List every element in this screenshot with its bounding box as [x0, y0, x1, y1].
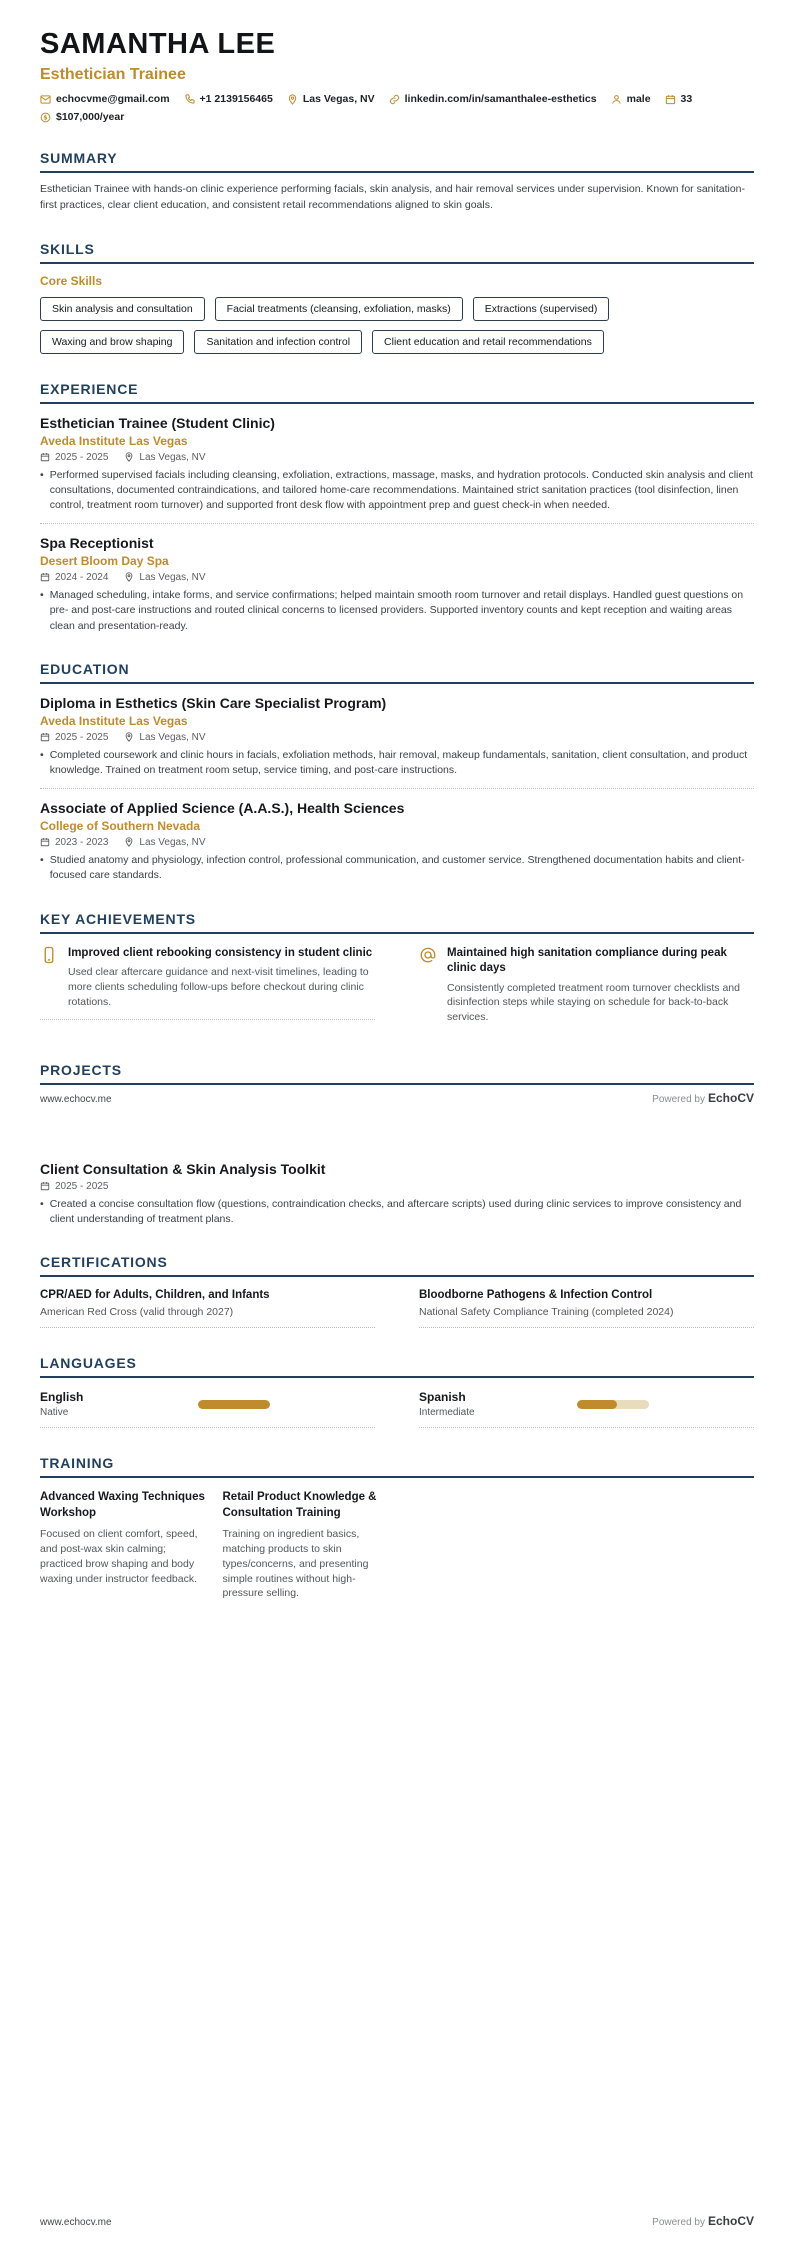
footer-powered-prefix: Powered by — [652, 1094, 705, 1105]
svg-text:$: $ — [43, 114, 48, 122]
achievement-item — [419, 946, 754, 1035]
candidate-name: SAMANTHA LEE — [40, 28, 276, 60]
language-level: Native — [40, 1407, 69, 1419]
education-bullet — [40, 748, 754, 778]
certification-item — [419, 1289, 754, 1328]
education-meta — [40, 837, 754, 848]
resume-header — [40, 28, 754, 123]
skill-pill: Sanitation and infection control — [194, 330, 362, 354]
bullet-dot: • — [40, 1198, 44, 1210]
mobile-phone-icon — [40, 946, 58, 964]
section-skills — [40, 241, 754, 354]
summary-heading: SUMMARY — [40, 150, 754, 173]
education-location — [124, 732, 205, 743]
calendar-icon — [40, 837, 51, 848]
section-key-achievements — [40, 911, 754, 1035]
experience-dates-text: 2024 - 2024 — [55, 572, 109, 584]
footer-site-link[interactable]: www.echocv.me — [40, 2217, 112, 2228]
skills-group-title: Core Skills — [40, 273, 103, 288]
experience-location — [124, 572, 205, 583]
training-heading: TRAINING — [40, 1455, 754, 1478]
certification-item — [40, 1289, 375, 1328]
project-dates-text: 2025 - 2025 — [55, 1181, 109, 1192]
language-proficiency-bar — [198, 1400, 270, 1409]
education-heading: EDUCATION — [40, 661, 754, 684]
language-info — [40, 1390, 198, 1418]
calendar-icon — [665, 94, 676, 105]
contact-email-text: echocvme@gmail.com — [56, 93, 170, 105]
education-bullet-text: Completed coursework and clinic hours in facials, exfoliation methods, hair removal, makeup fundamentals, sanitation, client consultation, and product knowledge. Trained on treatment room setup, service timing, and post-care instructions. — [49, 748, 748, 777]
mail-icon — [40, 94, 51, 105]
money-icon — [40, 112, 51, 123]
achievements-grid — [40, 946, 754, 1035]
education-location-text: Las Vegas, NV — [139, 837, 206, 849]
language-proficiency-fill — [577, 1400, 617, 1409]
skill-pill: Client education and retail recommendations — [372, 330, 604, 354]
education-degree: Diploma in Esthetics (Skin Care Specialist Program) — [40, 694, 387, 711]
calendar-icon — [40, 1181, 51, 1192]
contact-email[interactable] — [40, 93, 170, 105]
project-entry — [40, 1161, 754, 1227]
education-location-text: Las Vegas, NV — [139, 731, 206, 743]
section-training — [40, 1455, 754, 1600]
experience-dates — [40, 452, 108, 463]
certification-issuer: National Safety Compliance Training (completed 2024) — [419, 1306, 674, 1319]
location-pin-icon — [124, 452, 135, 463]
experience-location — [124, 452, 205, 463]
experience-location-text: Las Vegas, NV — [139, 572, 206, 584]
certification-title: Bloodborne Pathogens & Infection Control — [419, 1289, 653, 1302]
candidate-title: Esthetician Trainee — [40, 66, 186, 83]
footer-powered — [652, 2212, 754, 2230]
education-dates-text: 2023 - 2023 — [55, 837, 109, 849]
education-dates — [40, 732, 108, 743]
education-dates — [40, 837, 108, 848]
experience-job-title: Esthetician Trainee (Student Clinic) — [40, 414, 275, 431]
education-entry — [40, 800, 754, 883]
skills-heading: SKILLS — [40, 241, 754, 264]
bullet-dot: • — [40, 748, 44, 761]
bullet-dot: • — [40, 589, 44, 602]
experience-meta — [40, 452, 754, 463]
section-projects — [40, 1062, 754, 1085]
contact-linkedin-text: linkedin.com/in/samanthalee-esthetics — [404, 93, 597, 105]
certifications-grid — [40, 1289, 754, 1328]
footer-brand: EchoCV — [707, 1091, 754, 1105]
education-meta — [40, 732, 754, 743]
certification-issuer: American Red Cross (valid through 2027) — [40, 1306, 234, 1319]
language-proficiency-bar — [577, 1400, 649, 1409]
education-school: Aveda Institute Las Vegas — [40, 713, 188, 728]
at-sign-icon — [419, 946, 437, 964]
project-title: Client Consultation & Skin Analysis Toolkit — [40, 1161, 326, 1177]
achievement-item — [40, 946, 375, 1021]
contact-age-text: 33 — [680, 93, 693, 105]
training-grid — [40, 1490, 754, 1600]
resume-page-2 — [0, 1123, 794, 2246]
contact-salary — [40, 111, 124, 123]
section-experience — [40, 381, 754, 634]
achievement-body — [447, 946, 754, 1025]
achievement-body — [68, 946, 375, 1010]
bullet-dot: • — [40, 468, 44, 481]
footer-powered — [652, 1089, 754, 1107]
experience-dates-text: 2025 - 2025 — [55, 451, 109, 463]
section-summary — [40, 150, 754, 214]
language-level: Intermediate — [419, 1407, 475, 1419]
education-bullet — [40, 853, 754, 883]
experience-bullet-text: Managed scheduling, intake forms, and service confirmations; helped maintain smooth room turnover and retail displays. Handled guest questions on pre- and post-care instructions and routed clinical concerns to licensed providers. Supported inventory counts and kept reception and waiting areas clean and presentation-ready. — [49, 589, 744, 632]
achievement-title: Improved client rebooking consistency in student clinic — [68, 946, 373, 959]
person-icon — [611, 94, 622, 105]
location-pin-icon — [124, 732, 135, 743]
education-degree: Associate of Applied Science (A.A.S.), Health Sciences — [40, 800, 405, 817]
education-dates-text: 2025 - 2025 — [55, 731, 109, 743]
link-icon — [389, 94, 400, 105]
calendar-icon — [40, 732, 51, 743]
achievements-heading: KEY ACHIEVEMENTS — [40, 911, 754, 934]
contact-phone — [184, 93, 273, 105]
project-bullet — [40, 1197, 754, 1227]
training-text: Training on ingredient basics, matching products to skin types/concerns, and presenting simple routines without high-pressure selling. — [222, 1528, 369, 1600]
contact-location — [287, 93, 375, 105]
dotted-separator — [40, 788, 754, 789]
contact-location-text: Las Vegas, NV — [302, 93, 375, 105]
language-name: Spanish — [419, 1390, 466, 1405]
section-certifications — [40, 1254, 754, 1328]
experience-company: Desert Bloom Day Spa — [40, 554, 169, 569]
dotted-separator — [40, 523, 754, 524]
contact-linkedin[interactable] — [389, 93, 597, 105]
education-entry — [40, 695, 754, 789]
certification-title: CPR/AED for Adults, Children, and Infants — [40, 1289, 270, 1302]
training-item — [40, 1490, 207, 1586]
language-name: English — [40, 1390, 84, 1405]
skill-pill: Waxing and brow shaping — [40, 330, 184, 354]
achievement-title: Maintained high sanitation compliance during peak clinic days — [447, 946, 727, 975]
achievement-text: Used clear aftercare guidance and next-visit timelines, leading to more clients scheduling follow-ups before checkout during clinic rotations. — [68, 966, 369, 1008]
footer-site-link[interactable]: www.echocv.me — [40, 1094, 112, 1105]
location-pin-icon — [287, 94, 298, 105]
skill-pill: Extractions (supervised) — [473, 297, 610, 321]
phone-icon — [184, 94, 195, 105]
contact-gender — [611, 93, 651, 105]
achievement-text: Consistently completed treatment room turnover checklists and disinfection steps while staying on schedule for back-to-back services. — [447, 981, 740, 1024]
experience-company: Aveda Institute Las Vegas — [40, 433, 188, 448]
contact-salary-text: $107,000/year — [56, 111, 125, 123]
skill-pill: Skin analysis and consultation — [40, 297, 205, 321]
language-item — [419, 1390, 754, 1428]
experience-bullet — [40, 588, 754, 634]
experience-meta — [40, 572, 754, 583]
calendar-icon — [40, 572, 51, 583]
location-pin-icon — [124, 837, 135, 848]
experience-entry — [40, 535, 754, 634]
experience-bullet — [40, 468, 754, 514]
contact-row — [40, 93, 754, 123]
footer-powered-prefix: Powered by — [652, 2217, 705, 2228]
experience-location-text: Las Vegas, NV — [139, 451, 206, 463]
location-pin-icon — [124, 572, 135, 583]
certifications-heading: CERTIFICATIONS — [40, 1254, 754, 1277]
languages-grid — [40, 1390, 754, 1428]
projects-heading: PROJECTS — [40, 1062, 754, 1085]
footer-brand: EchoCV — [707, 2214, 754, 2228]
skills-pill-list — [40, 297, 754, 354]
languages-heading: LANGUAGES — [40, 1355, 754, 1378]
education-bullet-text: Studied anatomy and physiology, infection control, professional communication, and customer service. Strengthened documentation habits and client-focused care standards. — [49, 854, 745, 882]
project-meta — [40, 1181, 754, 1192]
contact-phone-text: +1 2139156465 — [199, 93, 273, 105]
experience-bullet-text: Performed supervised facials including cleansing, exfoliation, extractions, massage, masks, and hydration protocols. Conducted skin analysis and client consultations, documented contraindications, and tailored home-care recommendations. Maintained strict sanitation practices (tool disinfection, linen control, treatment room turnover) and supported front desk flow with appointment prep and guest check-in when needed. — [49, 468, 753, 511]
page-1-footer — [40, 1089, 754, 1107]
training-text: Focused on client comfort, speed, and post-wax skin calming; practiced brow shaping and body waxing under instructor feedback. — [40, 1528, 198, 1585]
bullet-dot: • — [40, 854, 44, 867]
experience-heading: EXPERIENCE — [40, 381, 754, 404]
contact-gender-text: male — [626, 93, 651, 105]
project-dates — [40, 1181, 108, 1192]
education-location — [124, 837, 205, 848]
page-2-footer — [40, 2212, 754, 2230]
education-school: College of Southern Nevada — [40, 819, 201, 834]
section-languages — [40, 1355, 754, 1428]
project-bullet-text: Created a concise consultation flow (questions, contraindication checks, and aftercare scripts) used during clinic services to improve consistency and client understanding of treatment plans. — [49, 1198, 742, 1226]
training-title: Advanced Waxing Techniques Workshop — [40, 1491, 205, 1519]
contact-age — [665, 93, 693, 105]
section-education — [40, 661, 754, 884]
summary-text: Esthetician Trainee with hands-on clinic experience performing facials, skin analysis, and hair removal services under supervision. Known for sanitation-first practices, clear client education, and consistent retail recommendations aligned to skin goals. — [40, 183, 746, 211]
calendar-icon — [40, 452, 51, 463]
experience-entry — [40, 415, 754, 525]
language-item — [40, 1390, 375, 1428]
training-title: Retail Product Knowledge & Consultation Training — [222, 1491, 377, 1519]
language-info — [419, 1390, 577, 1418]
experience-dates — [40, 572, 108, 583]
language-proficiency-fill — [198, 1400, 270, 1409]
experience-job-title: Spa Receptionist — [40, 535, 154, 552]
training-item — [223, 1490, 390, 1600]
skill-pill: Facial treatments (cleansing, exfoliation, masks) — [215, 297, 463, 321]
